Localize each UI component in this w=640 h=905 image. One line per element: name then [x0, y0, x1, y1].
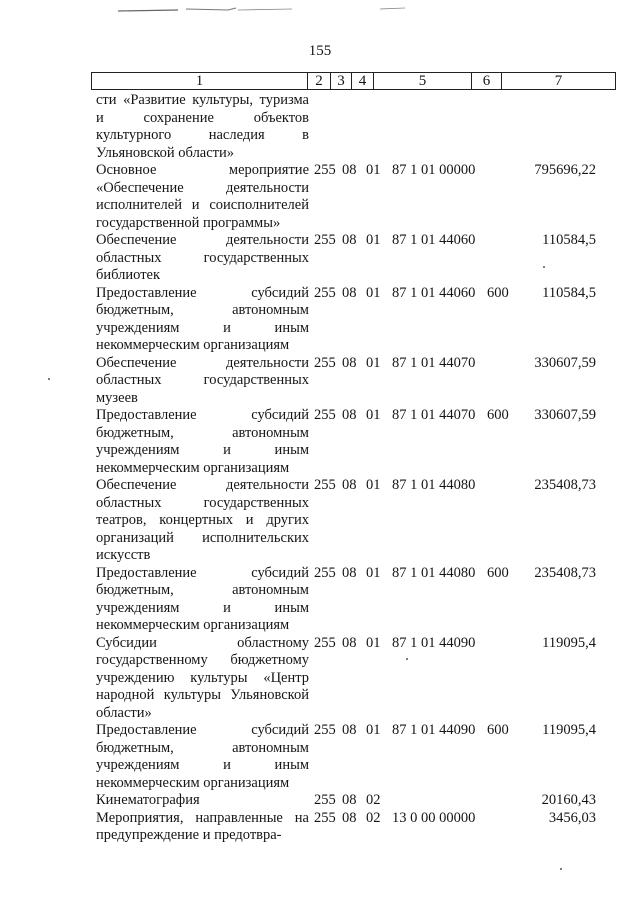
row-subsection: 01 — [366, 722, 381, 738]
row-glav: 255 — [314, 354, 336, 371]
row-subsection: 01 — [366, 564, 381, 581]
row-target-item: 13 0 00 00000 — [392, 809, 476, 826]
scan-speck — [48, 378, 50, 380]
table-row — [0, 477, 640, 565]
row-target-item: 87 1 01 44090 — [392, 722, 476, 738]
row-amount: 235408,73 — [534, 477, 596, 493]
row-name: Предоставление субсидий бюджетным, автономным учреждениям и иным некоммерческим организациям — [96, 284, 309, 353]
row-subsection: 01 — [366, 232, 381, 248]
table-row — [0, 792, 640, 810]
row-section: 08 — [342, 564, 357, 581]
row-section: 08 — [342, 232, 357, 248]
table-header — [91, 72, 616, 90]
scan-speck — [543, 266, 545, 268]
row-name: Обеспечение деятельности областных государственных театров, концертных и других организаций исполнительских искусств — [96, 477, 309, 563]
row-name: Предоставление субсидий бюджетным, автономным учреждениям и иным некоммерческим организациям — [96, 564, 309, 633]
header-col-1: 1 — [92, 73, 308, 89]
budget-table-body — [0, 92, 640, 845]
row-glav: 255 — [314, 634, 336, 651]
header-col-7: 7 — [554, 73, 563, 89]
row-name: Обеспечение деятельности областных государственных музеев — [96, 354, 309, 406]
row-target-item: 87 1 01 44090 — [392, 634, 476, 651]
scan-artifact-marks — [0, 0, 640, 40]
row-amount: 110584,5 — [542, 232, 596, 248]
row-amount: 20160,43 — [541, 792, 596, 808]
row-section: 08 — [342, 809, 357, 826]
row-section: 08 — [342, 722, 357, 738]
row-expense-type: 600 — [487, 564, 509, 581]
row-subsection: 01 — [366, 407, 381, 423]
row-name: сти «Развитие культуры, туризма и сохранение объектов культурного наследия в Ульяновской области» — [96, 92, 309, 161]
row-subsection: 01 — [366, 354, 381, 371]
row-subsection: 01 — [366, 634, 381, 651]
row-amount: 330607,59 — [534, 354, 596, 371]
row-name: Обеспечение деятельности областных государственных библиотек — [96, 232, 309, 283]
table-row — [0, 722, 640, 792]
row-name: Предоставление субсидий бюджетным, автономным учреждениям и иным некоммерческим организациям — [96, 722, 309, 791]
row-glav: 255 — [314, 792, 336, 808]
row-glav: 255 — [314, 162, 336, 178]
table-row — [0, 355, 640, 408]
table-row — [0, 407, 640, 477]
row-name: Мероприятия, направленные на предупреждение и предотвра- — [96, 809, 309, 843]
row-subsection: 01 — [366, 284, 381, 301]
table-row — [0, 162, 640, 232]
header-col-3: 3 — [331, 73, 352, 89]
row-glav: 255 — [314, 477, 336, 493]
table-row — [0, 92, 640, 162]
row-target-item: 87 1 01 44060 — [392, 284, 476, 301]
row-subsection: 02 — [366, 792, 381, 808]
row-name: Основное мероприятие «Обеспечение деятельности исполнителей и соисполнителей государственной программы» — [96, 162, 309, 231]
row-expense-type: 600 — [487, 722, 509, 738]
row-section: 08 — [342, 634, 357, 651]
header-col-5: 5 — [374, 73, 472, 89]
row-name: Предоставление субсидий бюджетным, автономным учреждениям и иным некоммерческим организациям — [96, 407, 309, 476]
row-glav: 255 — [314, 564, 336, 581]
page-number: 155 — [308, 43, 332, 59]
row-expense-type: 600 — [487, 284, 509, 301]
header-col-2: 2 — [308, 73, 331, 89]
row-amount: 235408,73 — [534, 564, 596, 581]
row-section: 08 — [342, 162, 357, 178]
table-row — [0, 232, 640, 285]
row-section: 08 — [342, 284, 357, 301]
row-target-item: 87 1 01 44070 — [392, 407, 476, 423]
scan-speck — [560, 868, 562, 870]
row-section: 08 — [342, 477, 357, 493]
row-section: 08 — [342, 407, 357, 423]
row-amount: 110584,5 — [542, 284, 596, 301]
row-target-item: 87 1 01 44070 — [392, 354, 476, 371]
row-amount: 3456,03 — [548, 809, 596, 826]
row-target-item: 87 1 01 44060 — [392, 232, 476, 248]
row-expense-type: 600 — [487, 407, 509, 423]
row-amount: 330607,59 — [534, 407, 596, 423]
row-glav: 255 — [314, 284, 336, 301]
row-glav: 255 — [314, 232, 336, 248]
header-col-6: 6 — [472, 73, 502, 89]
row-glav: 255 — [314, 722, 336, 738]
row-section: 08 — [342, 354, 357, 371]
row-name: Субсидии областному государственному бюджетному учреждению культуры «Центр народной культуры Ульяновской области» — [96, 634, 309, 721]
row-target-item: 87 1 01 44080 — [392, 477, 476, 493]
row-section: 08 — [342, 792, 357, 808]
scan-speck — [406, 658, 408, 660]
row-glav: 255 — [314, 809, 336, 826]
row-subsection: 01 — [366, 477, 381, 493]
header-col-4: 4 — [352, 73, 374, 89]
row-glav: 255 — [314, 407, 336, 423]
row-subsection: 02 — [366, 809, 381, 826]
row-amount: 119095,4 — [542, 634, 596, 651]
row-name: Кинематография — [96, 792, 200, 808]
table-row — [0, 565, 640, 635]
table-row — [0, 285, 640, 355]
table-row — [0, 635, 640, 723]
row-target-item: 87 1 01 00000 — [392, 162, 476, 178]
row-subsection: 01 — [366, 162, 381, 178]
row-amount: 119095,4 — [542, 722, 596, 738]
row-target-item: 87 1 01 44080 — [392, 564, 476, 581]
row-amount: 795696,22 — [534, 162, 596, 178]
table-row — [0, 810, 640, 845]
